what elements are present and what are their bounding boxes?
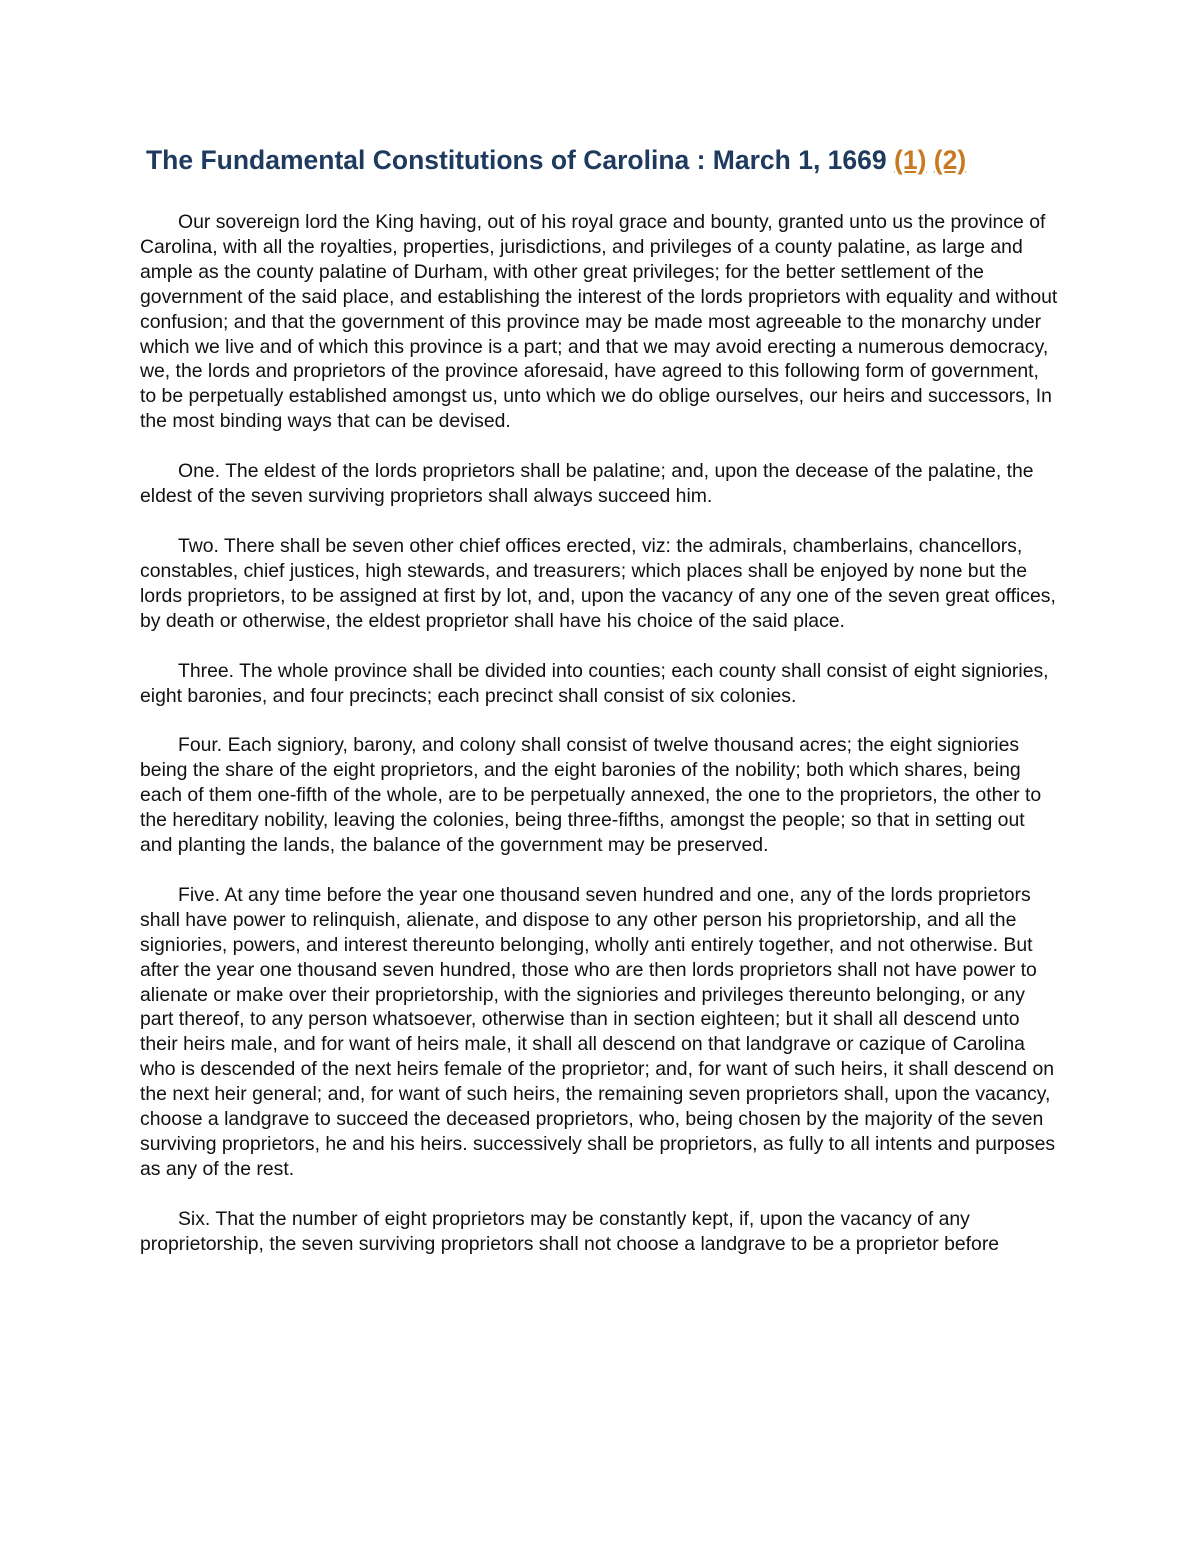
section-six-paragraph: Six. That the number of eight proprietors may be constantly kept, if, upon the vacancy of any proprietorship, the seven surviving proprietors shall not choose a landgrave to be a proprietor before xyxy=(140,1207,1000,1255)
section-four-paragraph: Four. Each signiory, barony, and colony shall consist of twelve thousand acres; the eight signiories being the share of the eight proprietors, and the eight baronies of the nobility; both which shares, being each of them one-fifth of the whole, are to be perpetually annexed, the one to the proprietors, the other to the hereditary nobility, leaving the colonies, being three-fifths, amongst the people; so that in setting out and planting the lands, the balance of the government may be preserved. xyxy=(140,734,1042,857)
document-page xyxy=(140,143,1060,1282)
section-one-paragraph: One. The eldest of the lords proprietors shall be palatine; and, upon the decease of the palatine, the eldest of the seven surviving proprietors shall always succeed him. xyxy=(140,460,1034,508)
section-five-paragraph: Five. At any time before the year one thousand seven hundred and one, any of the lords proprietors shall have power to relinquish, alienate, and dispose to any other person his proprietorship, and all the signiories, powers, and interest thereunto belonging, wholly anti entirely together, and not otherwise. But after the year one thousand seven hundred, those who are then lords proprietors shall not have power to alienate or make over their proprietorship, with the signiories and privileges thereunto belonging, or any part thereof, to any person whatsoever, otherwise than in section eighteen; but it shall all descend unto their heirs male, and for want of heirs male, it shall all descend on that landgrave or cazique of Carolina who is descended of the next heirs female of the proprietor; and, for want of such heirs, it shall descend on the next heir general; and, for want of such heirs, the remaining seven proprietors shall, upon the vacancy, choose a landgrave to succeed the deceased proprietors, who, being chosen by the majority of the seven surviving proprietors, he and his heirs. successively shall be proprietors, as fully to all intents and purposes as any of the rest. xyxy=(140,883,1056,1180)
section-three-paragraph: Three. The whole province shall be divided into counties; each county shall consist of eight signiories, eight baronies, and four precincts; each precinct shall consist of six colonies. xyxy=(140,659,1049,707)
title-text: The Fundamental Constitutions of Carolina : March 1, 1669 xyxy=(146,145,887,175)
document-title xyxy=(146,143,1060,177)
section-two-paragraph: Two. There shall be seven other chief offices erected, viz: the admirals, chamberlains, chancellors, constables, chief justices, high stewards, and treasurers; which places shall be enjoyed by none but the lords proprietors, to be assigned at first by lot, and, upon the vacancy of any one of the seven great offices, by death or otherwise, the eldest proprietor shall have his choice of the said place. xyxy=(140,534,1056,632)
preamble-paragraph: Our sovereign lord the King having, out of his royal grace and bounty, granted unto us the province of Carolina, with all the royalties, properties, jurisdictions, and privileges of a county palatine, as large and ample as the county palatine of Durham, with other great privileges; for the better settlement of the government of the said place, and establishing the interest of the lords proprietors with equality and without confusion; and that the government of this province may be made most agreeable to the monarchy under which we live and of which this province is a part; and that we may avoid erecting a numerous democracy, we, the lords and proprietors of the province aforesaid, have agreed to this following form of government, to be perpetually established amongst us, unto which we do oblige ourselves, our heirs and successors, In the most binding ways that can be devised. xyxy=(140,211,1058,433)
footnote-link-2[interactable]: (2) xyxy=(933,145,967,175)
footnote-link-1[interactable]: (1) xyxy=(894,145,927,175)
